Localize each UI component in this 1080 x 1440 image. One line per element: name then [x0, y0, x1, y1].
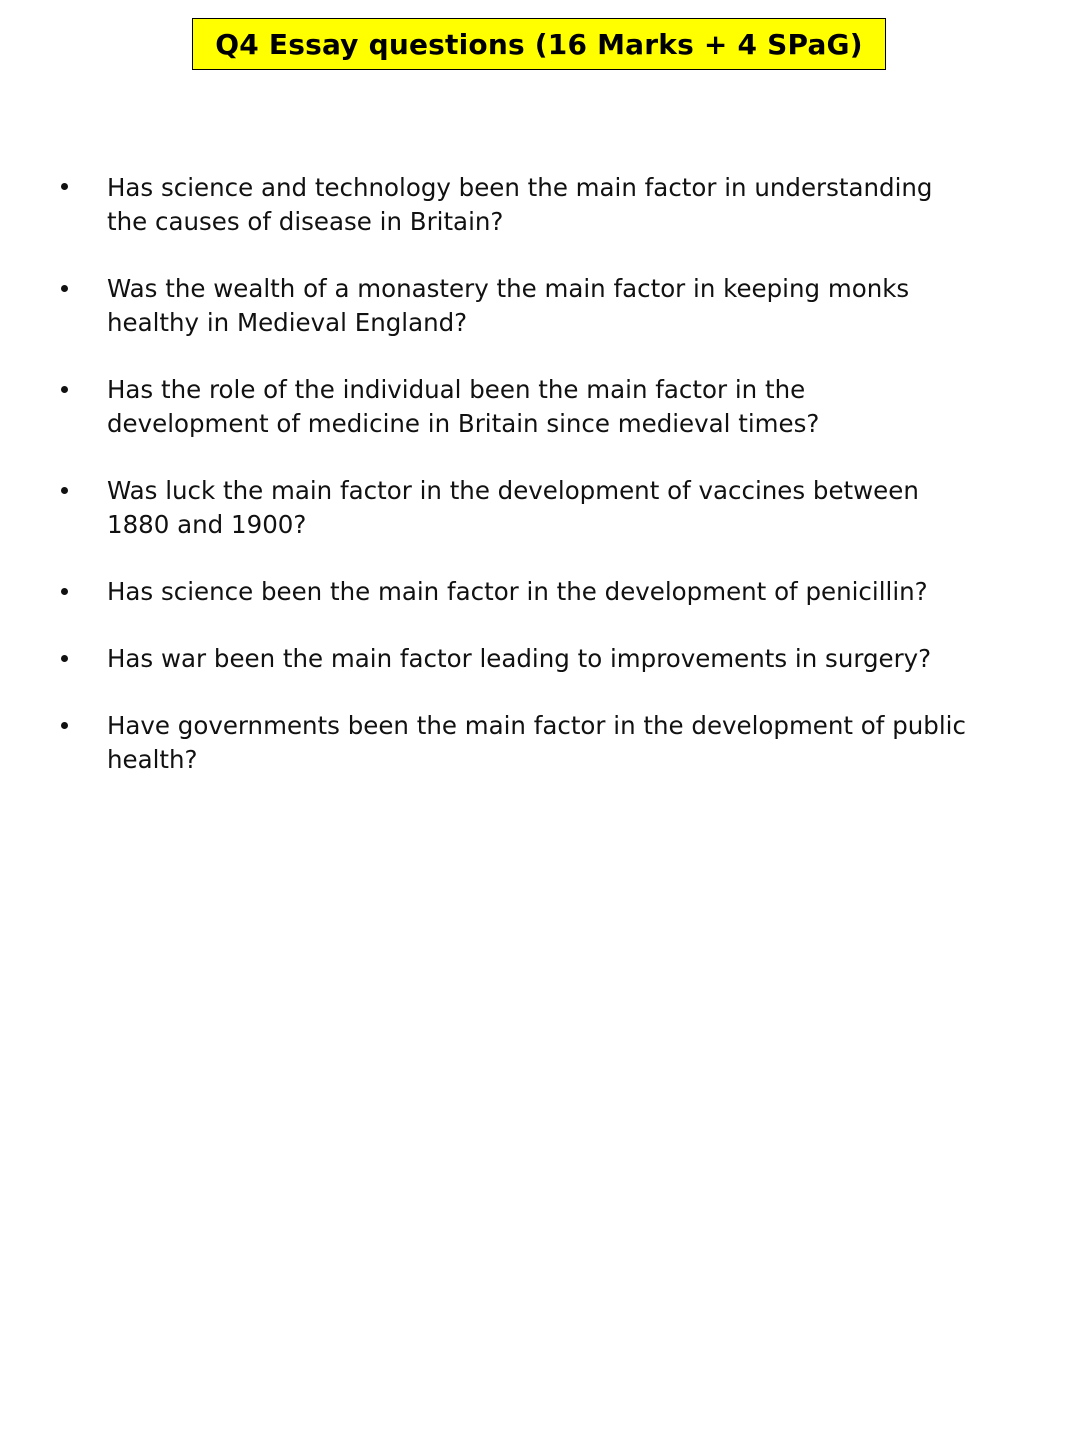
question-line: Has war been the main factor leading to improvements in surgery? — [107, 644, 932, 673]
question-line: Has science and technology been the main factor in understanding — [107, 173, 933, 202]
bullet-icon — [61, 183, 68, 190]
page-title: Q4 Essay questions (16 Marks + 4 SPaG) — [215, 27, 863, 61]
question-text — [107, 171, 1027, 239]
bullet-icon — [61, 588, 68, 595]
question-line: the causes of disease in Britain? — [107, 207, 504, 236]
question-line: Was luck the main factor in the development of vaccines between — [107, 476, 919, 505]
bullet-icon — [61, 285, 68, 292]
question-text — [107, 272, 1027, 340]
question-line: healthy in Medieval England? — [107, 308, 468, 337]
bullet-icon — [61, 386, 68, 393]
question-line: Was the wealth of a monastery the main factor in keeping monks — [107, 274, 910, 303]
question-text — [107, 474, 1027, 542]
bullet-icon — [61, 487, 68, 494]
question-text — [107, 575, 1027, 609]
title-banner — [192, 18, 886, 70]
bullet-icon — [61, 722, 68, 729]
bullet-icon — [61, 655, 68, 662]
question-text — [107, 709, 1027, 777]
question-line: health? — [107, 745, 198, 774]
question-line: Have governments been the main factor in the development of public — [107, 711, 966, 740]
question-line: development of medicine in Britain since medieval times? — [107, 409, 820, 438]
question-line: Has the role of the individual been the main factor in the — [107, 375, 806, 404]
question-line: Has science been the main factor in the development of penicillin? — [107, 577, 928, 606]
question-text — [107, 373, 1027, 441]
question-line: 1880 and 1900? — [107, 510, 307, 539]
question-text — [107, 642, 1027, 676]
